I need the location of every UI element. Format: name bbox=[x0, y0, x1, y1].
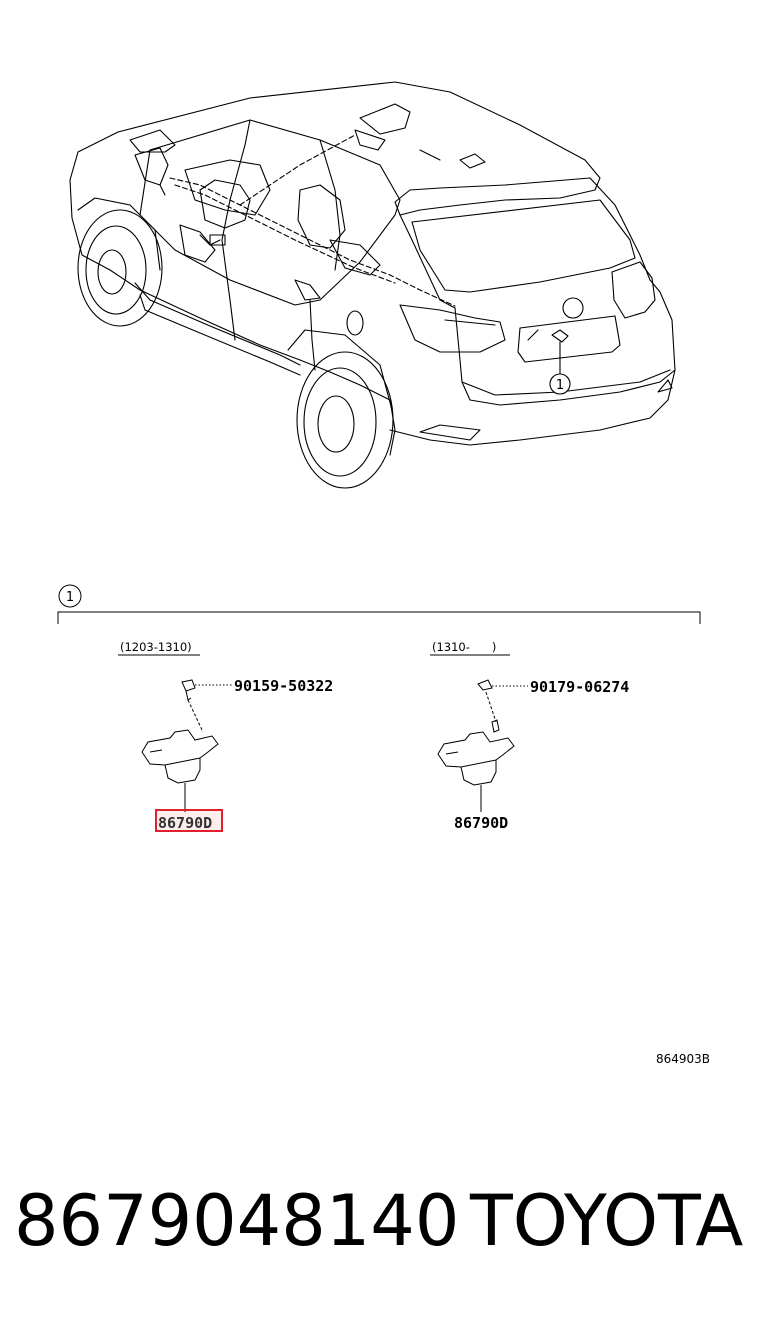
diagram-code: 864903B bbox=[655, 1052, 710, 1066]
suv-illustration bbox=[70, 82, 675, 488]
variant-1-bolt-number[interactable]: 90159-50322 bbox=[234, 677, 334, 695]
variant-2-date-range: (1310- ) bbox=[432, 640, 497, 654]
assembly-callout-number: 1 bbox=[65, 590, 75, 605]
brand-name: TOYOTA bbox=[470, 1180, 744, 1262]
part-number: 8679048140 bbox=[14, 1180, 460, 1262]
variant-1-lamp-number[interactable]: 86790D bbox=[158, 814, 213, 832]
variant-2-graphics bbox=[430, 655, 528, 812]
variant-1-graphics bbox=[118, 655, 232, 812]
variant-2-bolt-number[interactable]: 90179-06274 bbox=[530, 678, 630, 696]
assembly-bracket bbox=[58, 585, 700, 624]
variant-1-date-range: (1203-1310) bbox=[120, 640, 192, 654]
variant-2-lamp-number[interactable]: 86790D bbox=[454, 814, 509, 832]
car-callout-number: 1 bbox=[555, 378, 565, 393]
